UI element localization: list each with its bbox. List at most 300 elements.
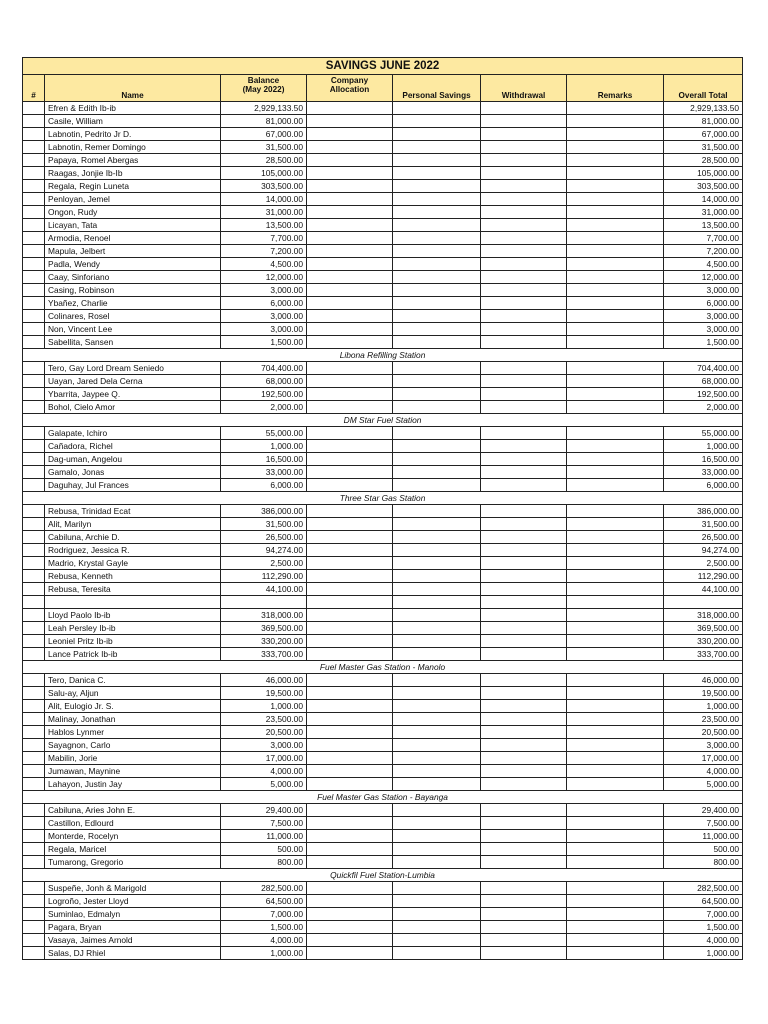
personal-savings-cell (393, 726, 481, 739)
name-cell: Leah Persley Ib-ib (45, 622, 221, 635)
overall-total-cell: 7,700.00 (664, 232, 743, 245)
remarks-cell (567, 687, 664, 700)
name-cell: Papaya, Romel Abergas (45, 154, 221, 167)
personal-savings-cell (393, 895, 481, 908)
personal-savings-cell (393, 232, 481, 245)
personal-savings-cell (393, 479, 481, 492)
personal-savings-cell (393, 141, 481, 154)
index-cell (23, 128, 45, 141)
company-allocation-cell (307, 128, 393, 141)
withdrawal-cell (481, 765, 567, 778)
table-row (23, 947, 743, 960)
overall-total-cell: 500.00 (664, 843, 743, 856)
overall-total-cell: 330,200.00 (664, 635, 743, 648)
balance-cell: 46,000.00 (221, 674, 307, 687)
balance-cell: 44,100.00 (221, 583, 307, 596)
index-cell (23, 323, 45, 336)
table-row (23, 635, 743, 648)
remarks-cell (567, 219, 664, 232)
withdrawal-cell (481, 453, 567, 466)
remarks-cell (567, 609, 664, 622)
index-cell (23, 505, 45, 518)
overall-total-cell: 386,000.00 (664, 505, 743, 518)
remarks-cell (567, 479, 664, 492)
table-body (23, 58, 743, 960)
name-cell: Regala, Regin Luneta (45, 180, 221, 193)
overall-total-cell: 704,400.00 (664, 362, 743, 375)
company-allocation-cell (307, 284, 393, 297)
remarks-cell (567, 245, 664, 258)
header-balance: Balance (May 2022) (221, 75, 307, 102)
name-cell: Labnotin, Remer Domingo (45, 141, 221, 154)
company-allocation-cell (307, 856, 393, 869)
overall-total-cell: 20,500.00 (664, 726, 743, 739)
name-cell: Galapate, Ichiro (45, 427, 221, 440)
remarks-cell (567, 778, 664, 791)
remarks-cell (567, 206, 664, 219)
name-cell: Ongon, Rudy (45, 206, 221, 219)
index-cell (23, 401, 45, 414)
remarks-cell (567, 323, 664, 336)
name-cell: Raagas, Jonjie Ib-Ib (45, 167, 221, 180)
withdrawal-cell (481, 206, 567, 219)
empty-cell (45, 596, 221, 609)
withdrawal-cell (481, 882, 567, 895)
balance-cell: 31,500.00 (221, 518, 307, 531)
overall-total-cell: 4,000.00 (664, 934, 743, 947)
table-row (23, 882, 743, 895)
index-cell (23, 258, 45, 271)
balance-cell: 26,500.00 (221, 531, 307, 544)
remarks-cell (567, 713, 664, 726)
overall-total-cell: 31,500.00 (664, 518, 743, 531)
name-cell: Licayan, Tata (45, 219, 221, 232)
name-cell: Tero, Danica C. (45, 674, 221, 687)
company-allocation-cell (307, 258, 393, 271)
personal-savings-cell (393, 739, 481, 752)
index-cell (23, 453, 45, 466)
withdrawal-cell (481, 388, 567, 401)
withdrawal-cell (481, 817, 567, 830)
name-cell: Cañadora, Richel (45, 440, 221, 453)
remarks-cell (567, 102, 664, 115)
company-allocation-cell (307, 921, 393, 934)
name-cell: Lahayon, Justin Jay (45, 778, 221, 791)
balance-cell: 55,000.00 (221, 427, 307, 440)
remarks-cell (567, 570, 664, 583)
personal-savings-cell (393, 206, 481, 219)
table-row (23, 258, 743, 271)
company-allocation-cell (307, 297, 393, 310)
table-row (23, 297, 743, 310)
balance-cell: 31,500.00 (221, 141, 307, 154)
personal-savings-cell (393, 934, 481, 947)
remarks-cell (567, 141, 664, 154)
withdrawal-cell (481, 713, 567, 726)
personal-savings-cell (393, 947, 481, 960)
remarks-cell (567, 752, 664, 765)
remarks-cell (567, 505, 664, 518)
personal-savings-cell (393, 518, 481, 531)
remarks-cell (567, 830, 664, 843)
overall-total-cell: 2,500.00 (664, 557, 743, 570)
remarks-cell (567, 947, 664, 960)
balance-cell: 4,000.00 (221, 765, 307, 778)
table-row (23, 544, 743, 557)
remarks-cell (567, 739, 664, 752)
withdrawal-cell (481, 180, 567, 193)
withdrawal-cell (481, 557, 567, 570)
index-cell (23, 622, 45, 635)
table-row (23, 557, 743, 570)
table-row (23, 167, 743, 180)
overall-total-cell: 6,000.00 (664, 479, 743, 492)
table-row (23, 518, 743, 531)
company-allocation-cell (307, 518, 393, 531)
index-cell (23, 908, 45, 921)
personal-savings-cell (393, 622, 481, 635)
index-cell (23, 180, 45, 193)
name-cell: Lance Patrick Ib-ib (45, 648, 221, 661)
balance-cell: 67,000.00 (221, 128, 307, 141)
overall-total-cell: 44,100.00 (664, 583, 743, 596)
company-allocation-cell (307, 531, 393, 544)
table-row (23, 362, 743, 375)
name-cell: Ybañez, Charlie (45, 297, 221, 310)
index-cell (23, 102, 45, 115)
remarks-cell (567, 362, 664, 375)
company-allocation-cell (307, 427, 393, 440)
withdrawal-cell (481, 466, 567, 479)
company-allocation-cell (307, 674, 393, 687)
name-cell: Alit, Marilyn (45, 518, 221, 531)
personal-savings-cell (393, 557, 481, 570)
index-cell (23, 882, 45, 895)
table-row (23, 726, 743, 739)
withdrawal-cell (481, 830, 567, 843)
company-allocation-cell (307, 895, 393, 908)
company-allocation-cell (307, 479, 393, 492)
index-cell (23, 583, 45, 596)
index-cell (23, 518, 45, 531)
remarks-cell (567, 375, 664, 388)
company-allocation-cell (307, 505, 393, 518)
name-cell: Regala, Maricel (45, 843, 221, 856)
name-cell: Suminlao, Edmalyn (45, 908, 221, 921)
personal-savings-cell (393, 635, 481, 648)
section-row (23, 661, 743, 674)
header-remarks: Remarks (567, 75, 664, 102)
index-cell (23, 687, 45, 700)
table-row (23, 609, 743, 622)
name-cell: Casing, Robinson (45, 284, 221, 297)
balance-cell: 3,000.00 (221, 739, 307, 752)
empty-cell (221, 596, 307, 609)
withdrawal-cell (481, 505, 567, 518)
company-allocation-cell (307, 401, 393, 414)
company-allocation-cell (307, 219, 393, 232)
personal-savings-cell (393, 583, 481, 596)
name-cell: Mapula, Jelbert (45, 245, 221, 258)
personal-savings-cell (393, 167, 481, 180)
overall-total-cell: 55,000.00 (664, 427, 743, 440)
name-cell: Caay, Sinforiano (45, 271, 221, 284)
section-label: Three Star Gas Station (23, 492, 743, 505)
balance-cell: 6,000.00 (221, 297, 307, 310)
name-cell: Bohol, Cielo Amor (45, 401, 221, 414)
withdrawal-cell (481, 934, 567, 947)
table-row (23, 804, 743, 817)
balance-cell: 105,000.00 (221, 167, 307, 180)
balance-cell: 31,000.00 (221, 206, 307, 219)
overall-total-cell: 4,500.00 (664, 258, 743, 271)
withdrawal-cell (481, 115, 567, 128)
withdrawal-cell (481, 479, 567, 492)
balance-cell: 11,000.00 (221, 830, 307, 843)
withdrawal-cell (481, 232, 567, 245)
name-cell: Malinay, Jonathan (45, 713, 221, 726)
sheet-title: SAVINGS JUNE 2022 (23, 58, 743, 75)
overall-total-cell: 94,274.00 (664, 544, 743, 557)
index-cell (23, 921, 45, 934)
name-cell: Non, Vincent Lee (45, 323, 221, 336)
company-allocation-cell (307, 141, 393, 154)
company-allocation-cell (307, 778, 393, 791)
overall-total-cell: 192,500.00 (664, 388, 743, 401)
table-row (23, 687, 743, 700)
balance-cell: 369,500.00 (221, 622, 307, 635)
table-row (23, 817, 743, 830)
remarks-cell (567, 284, 664, 297)
withdrawal-cell (481, 752, 567, 765)
overall-total-cell: 33,000.00 (664, 466, 743, 479)
name-cell: Monterde, Rocelyn (45, 830, 221, 843)
index-cell (23, 674, 45, 687)
overall-total-cell: 318,000.00 (664, 609, 743, 622)
withdrawal-cell (481, 258, 567, 271)
overall-total-cell: 1,000.00 (664, 700, 743, 713)
name-cell: Sayagnon, Carlo (45, 739, 221, 752)
index-cell (23, 154, 45, 167)
company-allocation-cell (307, 271, 393, 284)
table-row (23, 622, 743, 635)
balance-cell: 2,000.00 (221, 401, 307, 414)
blank-row (23, 596, 743, 609)
index-cell (23, 466, 45, 479)
withdrawal-cell (481, 687, 567, 700)
withdrawal-cell (481, 102, 567, 115)
balance-cell: 1,500.00 (221, 921, 307, 934)
savings-table (22, 57, 743, 960)
index-cell (23, 778, 45, 791)
withdrawal-cell (481, 609, 567, 622)
withdrawal-cell (481, 362, 567, 375)
remarks-cell (567, 258, 664, 271)
table-row (23, 700, 743, 713)
index-cell (23, 609, 45, 622)
personal-savings-cell (393, 102, 481, 115)
name-cell: Gamalo, Jonas (45, 466, 221, 479)
personal-savings-cell (393, 830, 481, 843)
section-row (23, 791, 743, 804)
company-allocation-cell (307, 362, 393, 375)
balance-cell: 303,500.00 (221, 180, 307, 193)
table-row (23, 583, 743, 596)
index-cell (23, 115, 45, 128)
index-cell (23, 739, 45, 752)
name-cell: Rodriguez, Jessica R. (45, 544, 221, 557)
personal-savings-cell (393, 674, 481, 687)
overall-total-cell: 11,000.00 (664, 830, 743, 843)
overall-total-cell: 31,500.00 (664, 141, 743, 154)
index-cell (23, 947, 45, 960)
table-row (23, 934, 743, 947)
index-cell (23, 375, 45, 388)
company-allocation-cell (307, 375, 393, 388)
balance-cell: 33,000.00 (221, 466, 307, 479)
index-cell (23, 245, 45, 258)
table-row (23, 674, 743, 687)
overall-total-cell: 7,200.00 (664, 245, 743, 258)
overall-total-cell: 29,400.00 (664, 804, 743, 817)
company-allocation-cell (307, 453, 393, 466)
personal-savings-cell (393, 752, 481, 765)
index-cell (23, 141, 45, 154)
overall-total-cell: 333,700.00 (664, 648, 743, 661)
name-cell: Colinares, Rosel (45, 310, 221, 323)
company-allocation-cell (307, 440, 393, 453)
balance-cell: 81,000.00 (221, 115, 307, 128)
remarks-cell (567, 336, 664, 349)
personal-savings-cell (393, 817, 481, 830)
remarks-cell (567, 518, 664, 531)
name-cell: Rebusa, Trinidad Ecat (45, 505, 221, 518)
index-cell (23, 830, 45, 843)
personal-savings-cell (393, 687, 481, 700)
withdrawal-cell (481, 531, 567, 544)
empty-cell (393, 596, 481, 609)
company-allocation-cell (307, 765, 393, 778)
header-name: Name (45, 75, 221, 102)
company-allocation-cell (307, 947, 393, 960)
overall-total-cell: 3,000.00 (664, 310, 743, 323)
withdrawal-cell (481, 245, 567, 258)
table-row (23, 375, 743, 388)
remarks-cell (567, 232, 664, 245)
balance-cell: 4,500.00 (221, 258, 307, 271)
remarks-cell (567, 934, 664, 947)
name-cell: Mabilin, Jorie (45, 752, 221, 765)
table-row (23, 453, 743, 466)
section-row (23, 869, 743, 882)
table-row (23, 921, 743, 934)
overall-total-cell: 26,500.00 (664, 531, 743, 544)
table-row (23, 271, 743, 284)
remarks-cell (567, 804, 664, 817)
balance-cell: 14,000.00 (221, 193, 307, 206)
table-row (23, 765, 743, 778)
company-allocation-cell (307, 466, 393, 479)
personal-savings-cell (393, 154, 481, 167)
overall-total-cell: 64,500.00 (664, 895, 743, 908)
company-allocation-cell (307, 713, 393, 726)
overall-total-cell: 7,500.00 (664, 817, 743, 830)
header-row (23, 75, 743, 102)
balance-cell: 3,000.00 (221, 310, 307, 323)
balance-cell: 19,500.00 (221, 687, 307, 700)
personal-savings-cell (393, 466, 481, 479)
name-cell: Daguhay, Jul Frances (45, 479, 221, 492)
withdrawal-cell (481, 154, 567, 167)
balance-cell: 1,000.00 (221, 947, 307, 960)
personal-savings-cell (393, 765, 481, 778)
remarks-cell (567, 674, 664, 687)
overall-total-cell: 31,000.00 (664, 206, 743, 219)
withdrawal-cell (481, 856, 567, 869)
index-cell (23, 713, 45, 726)
company-allocation-cell (307, 245, 393, 258)
name-cell: Logroño, Jester Lloyd (45, 895, 221, 908)
company-allocation-cell (307, 193, 393, 206)
company-allocation-cell (307, 908, 393, 921)
index-cell (23, 440, 45, 453)
balance-cell: 7,700.00 (221, 232, 307, 245)
index-cell (23, 895, 45, 908)
table-row (23, 830, 743, 843)
index-cell (23, 752, 45, 765)
header-withdrawal: Withdrawal (481, 75, 567, 102)
personal-savings-cell (393, 713, 481, 726)
withdrawal-cell (481, 167, 567, 180)
remarks-cell (567, 700, 664, 713)
overall-total-cell: 5,000.00 (664, 778, 743, 791)
section-label: Libona Refilling Station (23, 349, 743, 362)
remarks-cell (567, 427, 664, 440)
remarks-cell (567, 193, 664, 206)
index-cell (23, 856, 45, 869)
withdrawal-cell (481, 518, 567, 531)
personal-savings-cell (393, 505, 481, 518)
name-cell: Uayan, Jared Dela Cerna (45, 375, 221, 388)
withdrawal-cell (481, 193, 567, 206)
balance-cell: 192,500.00 (221, 388, 307, 401)
name-cell: Pagara, Bryan (45, 921, 221, 934)
company-allocation-cell (307, 622, 393, 635)
overall-total-cell: 369,500.00 (664, 622, 743, 635)
balance-cell: 704,400.00 (221, 362, 307, 375)
company-allocation-cell (307, 336, 393, 349)
balance-cell: 16,500.00 (221, 453, 307, 466)
index-cell (23, 557, 45, 570)
table-row (23, 284, 743, 297)
header-company-allocation: Company Allocation (307, 75, 393, 102)
personal-savings-cell (393, 544, 481, 557)
withdrawal-cell (481, 375, 567, 388)
company-allocation-cell (307, 310, 393, 323)
index-cell (23, 427, 45, 440)
overall-total-cell: 23,500.00 (664, 713, 743, 726)
company-allocation-cell (307, 843, 393, 856)
balance-cell: 20,500.00 (221, 726, 307, 739)
personal-savings-cell (393, 921, 481, 934)
table-row (23, 206, 743, 219)
personal-savings-cell (393, 128, 481, 141)
personal-savings-cell (393, 362, 481, 375)
balance-cell: 1,500.00 (221, 336, 307, 349)
table-row (23, 427, 743, 440)
name-cell: Lloyd Paolo Ib-ib (45, 609, 221, 622)
name-cell: Armodia, Renoel (45, 232, 221, 245)
